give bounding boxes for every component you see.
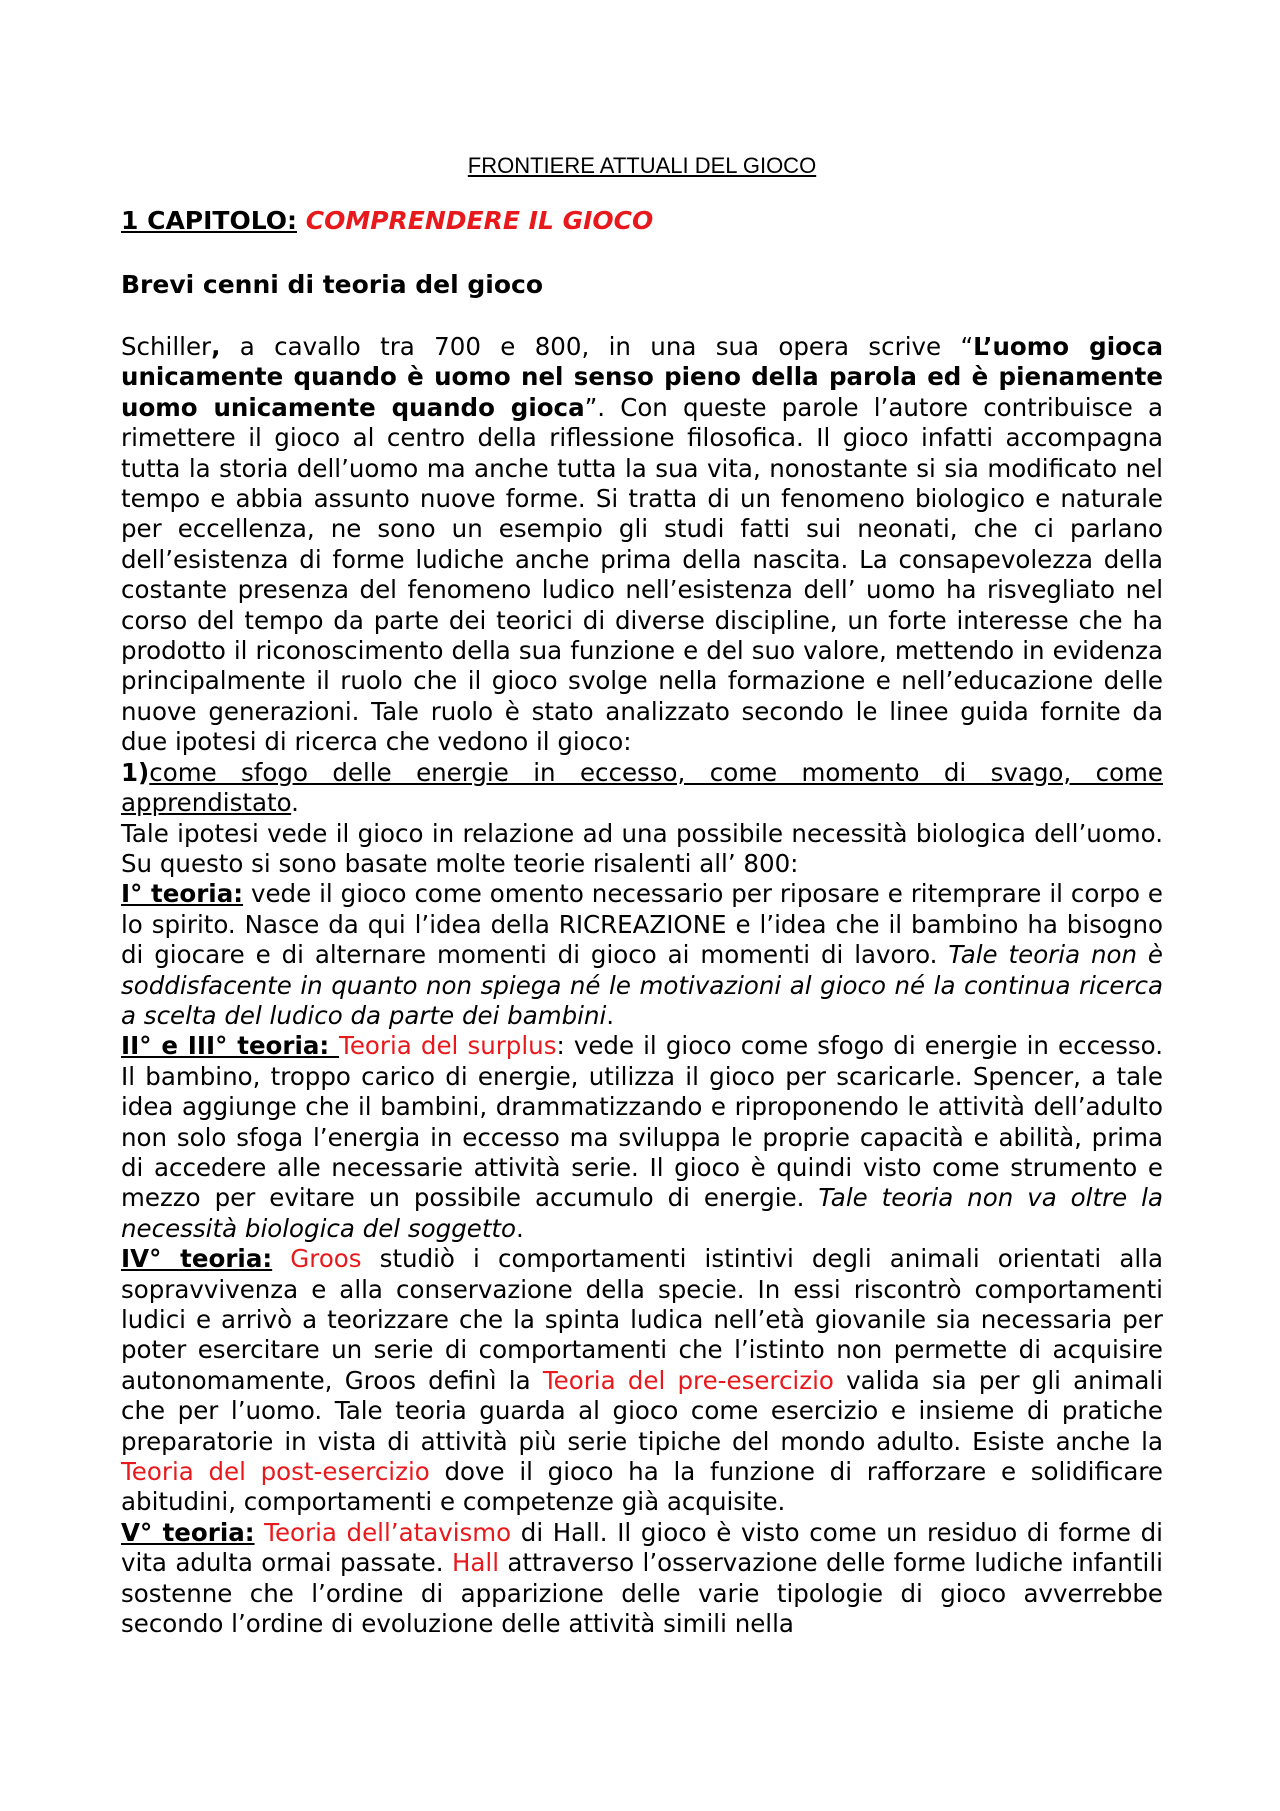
theory-label: I° teoria:: [121, 879, 244, 909]
text-run: attraverso l’osservazione delle forme ludiche infantili sostenne che l’ordine di apparizione delle varie tipologie di gioco avverrebbe secondo l’ordine di evoluzione delle attività simili nella: [121, 1548, 1163, 1639]
schiller-quote: L’uomo gioca unicamente quando è uomo nel senso pieno della parola ed è pienamente uomo unicamente quando gioca: [121, 332, 1163, 422]
text-run: dove il gioco ha la funzione di rafforzare e solidificare abitudini, comportamenti e competenze già acquisite.: [121, 1457, 1163, 1517]
paragraph-theory-2-3: [121, 1031, 1163, 1244]
text-run: vede il gioco come omento necessario per riposare e ritemprare il corpo e lo spirito. Nasce da qui l’idea della RICREAZIONE e l’idea che il bambino ha bisogno di giocare e di alternare momenti di gioco ai momenti di lavoro.: [121, 879, 1163, 970]
paragraph-theory-5: [121, 1518, 1163, 1640]
hypothesis-text: come sfogo delle energie in eccesso, come momento di svago, come apprendistato: [121, 757, 1163, 818]
paragraph-theory-1: [121, 879, 1163, 1031]
theory-label: IV° teoria:: [121, 1244, 273, 1274]
author-name-red: Hall: [451, 1548, 500, 1578]
text-run: valida sia per gli animali che per l’uomo. Tale teoria guarda al gioco come esercizio e insieme di pratiche preparatorie in vista di attività più serie tipiche del mondo adulto. Esiste anche la: [121, 1365, 1163, 1456]
text-run: ”. Con queste parole l’autore contribuisce a rimettere il gioco al centro della riflessione filosofica. Il gioco infatti accompagna tutta la storia dell’uomo ma anche tutta la sua vita, nonostante si sia modificato nel tempo e abbia assunto nuove forme. Si tratta di un fenomeno biologico e naturale per eccellenza, ne sono un esempio gli studi fatti sui neonati, che ci parlano dell’esistenza di forme ludiche anche prima della nascita. La consapevolezza della costante presenza del fenomeno ludico nell’esistenza dell’ uomo ha risvegliato nel corso del tempo da parte dei teorici di diverse discipline, un forte interesse che ha prodotto il riconoscimento della sua funzione e del suo valore, mettendo in evidenza principalmente il ruolo che il gioco svolge nella formazione e nell’educazione delle nuove generazioni. Tale ruolo è stato analizzato secondo le linee guida fornite da due ipotesi di ricerca che vedono il gioco:: [121, 392, 1163, 757]
paragraph-hypothesis-explanation: Tale ipotesi vede il gioco in relazione ad una possibile necessità biologica dell’uomo. Su questo si sono basate molte teorie risalenti all’ 800:: [121, 818, 1163, 878]
chapter-name: COMPRENDERE IL GIOCO: [305, 206, 654, 235]
text-run: : vede il gioco come sfogo di energie in eccesso. Il bambino, troppo carico di energie, utilizza il gioco per scaricarle. Spencer, a tale idea aggiunge che il bambini, drammatizzando e riproponendo le attività dell’adulto non solo sfoga l’energia in eccesso ma sviluppa le proprie capacità e abilità, prima di accedere alle necessarie attività serie. Il gioco è quindi visto come strumento e mezzo per evitare un possibile accumulo di energie.: [121, 1031, 1163, 1213]
text-run: di Hall. Il gioco è visto come un residuo di forme di vita adulta ormai passate.: [121, 1517, 1163, 1578]
text-run-italic: Tale teoria non è soddisfacente in quanto non spiega né le motivazioni al gioco né la continua ricerca a scelta del ludico da parte dei bambini: [121, 940, 1163, 1030]
text-run: Schiller: [121, 332, 212, 361]
text-run: .: [606, 1000, 615, 1030]
paragraph-hypothesis-1: [121, 758, 1163, 819]
theory-label: V° teoria:: [121, 1517, 255, 1547]
theory-name-red: Teoria del post-esercizio: [121, 1457, 430, 1487]
text-run: .: [291, 788, 299, 818]
paragraph-theory-4: [121, 1244, 1163, 1518]
chapter-heading: [121, 204, 1163, 238]
text-run-italic: Tale teoria non va oltre la necessità biologica del soggetto: [121, 1183, 1163, 1243]
chapter-label: 1 CAPITOLO:: [121, 206, 298, 235]
document-title: FRONTIERE ATTUALI DEL GIOCO: [467, 153, 817, 178]
text-run-bold: ,: [211, 332, 221, 361]
section-title: Brevi cenni di teoria del gioco: [121, 270, 544, 299]
text-run: studiò i comportamenti istintivi degli animali orientati alla sopravvivenza e alla conservazione della specie. In essi riscontrò comportamenti ludici e arrivò a teorizzare che la spinta ludica nell’età giovanile sia necessaria per poter esercitare un serie di comportamenti che l’istinto non permette di acquisire autonomamente, Groos definì la: [121, 1244, 1164, 1395]
theory-name-red: Teoria del surplus: [339, 1031, 557, 1061]
theory-name-red: Teoria dell’atavismo: [264, 1517, 512, 1547]
theory-name-red: Teoria del pre-esercizio: [542, 1365, 834, 1395]
theory-label: II° e III° teoria:: [121, 1031, 340, 1061]
text-run: a cavallo tra 700 e 800, in una sua opera scrive “: [220, 332, 974, 361]
body-text: [121, 332, 1163, 1639]
hypothesis-number: 1): [121, 757, 150, 787]
author-name-red: Groos: [290, 1244, 362, 1274]
paragraph-schiller: [121, 332, 1163, 758]
text-run: .: [516, 1213, 524, 1243]
